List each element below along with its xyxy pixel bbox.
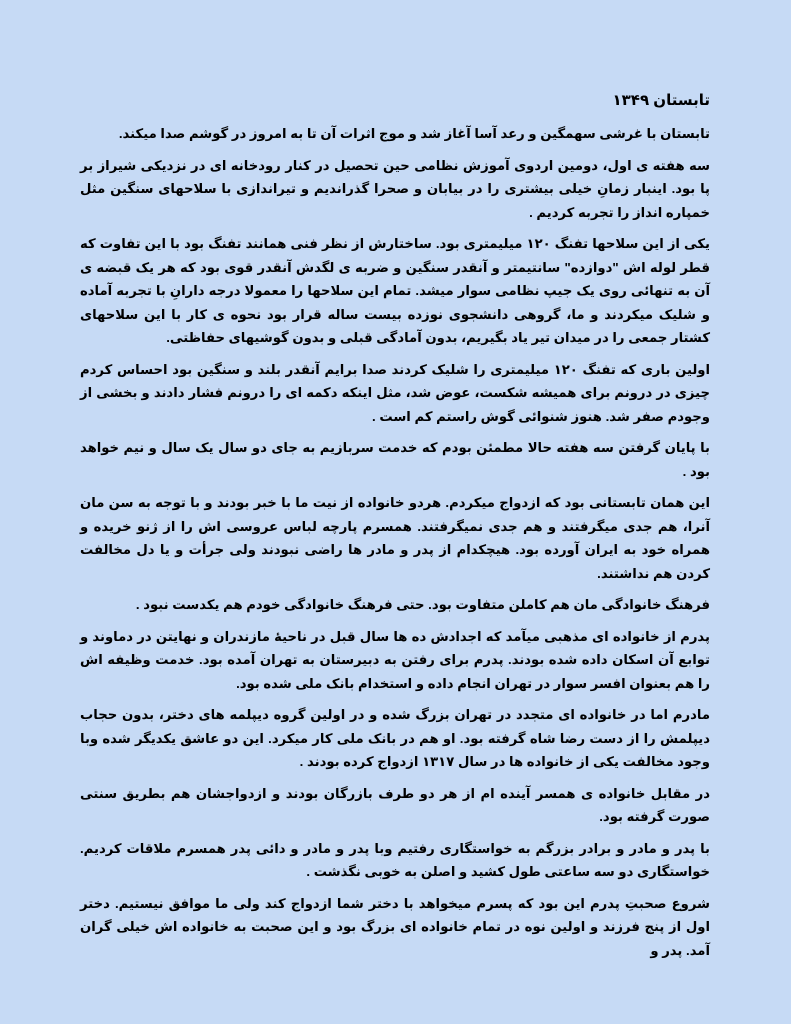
paragraph-8: پدرم از خانواده ای مذهبی میآمد که اجدادش ده ها سال قبل در ناحیهٔ مازندران و نهایتن در دماوند و توابع آن اسکان داده شده بودند. پدرم برای رفتن به دبیرستان به تهران آمده بود. خدمت وظیفه اش را هم بعنوان افسر سوار در تهران انجام داده و استخدام بانک ملی شده بود. (80, 628, 710, 691)
paragraph-3: یکی از این سلاحها تفنگ ۱۲۰ میلیمتری بود. ساختارش از نظر فنی همانند تفنگ بود با این تفاوت که قطر لوله اش "دوازده" سانتیمتر و آنقدر سنگین و ضربه ی لگدش آنقدر قوی بود که هر یک قبضه ی آن به تنهائی روی یک جیپ نظامی سوار میشد. تمام این سلاحها را معمولا درجه دارانِ با تجربه آماده و شلیک میکردند و ما، گروهی دانشجوی نوزده بیست ساله قرار بود نحوه ی کار با این سلاحهای کشتار جمعی را در میدان تیر یاد بگیریم، بدون آمادگی قبلی و بدون گوشیهای حفاظتی. (80, 236, 711, 345)
paragraph-7: فرهنگ خانوادگی مان هم کاملن متفاوت بود. حتی فرهنگ خانوادگی خودم هم یکدست نبود . (135, 597, 710, 612)
paragraph-9: مادرم اما در خانواده ای متجدد در تهران بزرگ شده و در اولین گروه دیپلمه های دختر، بدون حجاب دیپلمش را از دست رضا شاه گرفته بود. او هم در بانک ملی کار میکرد. این دو عاشق یکدیگر شده وبا وجود مخالفت یکی از خانواده ها در سال ۱۳۱۷ ازدواج کرده بودند . (80, 707, 710, 769)
paragraph-6: این همان تابستانی بود که ازدواج میکردم. هردو خانواده از نیت ما با خبر بودند و با توجه به سن مان آنرا، هم جدی میگرفتند و هم جدی نمیگرفتند. همسرم پارچه لباس عروسی اش را از ژنو خریده و همراه خود به ایران آورده بود. هیچکدام از پدر و مادر ها راضی نبودند ولی جرأت و یا دل مخالفت کردن هم نداشتند. (80, 495, 710, 581)
document-page (80, 86, 710, 970)
paragraph-5: با پایان گرفتن سه هفته حالا مطمئن بودم که خدمت سربازیم به جای دو سال یک سال و نیم خواهد بود . (80, 440, 710, 479)
paragraph-12: شروع صحبتِ پدرم این بود که پسرم میخواهد با دختر شما ازدواج کند ولی ما موافق نیستیم. دختر اول از پنج فرزند و اولین نوه در تمام خانواده ای بزرگ بود و این صحبت به خانواده اش خیلی گران آمد. پدر و (80, 895, 710, 958)
paragraph-11: با پدر و مادر و برادر بزرگم به خواستگاری رفتیم وبا پدر و مادر و دائی پدر همسرم ملاقات کردیم. خواستگاری دو سه ساعتی طول کشید و اصلن به خوبی نگذشت . (80, 840, 710, 879)
paragraph-10: در مقابل خانواده ی همسر آینده ام از هر دو طرف بازرگان بودند و ازدواجشان هم بطریق سنتی صورت گرفته بود. (80, 785, 710, 824)
paragraph-4: اولین باری که تفنگ ۱۲۰ میلیمتری را شلیک کردند صدا برایم آنقدر بلند و سنگین بود احساس کردم چیزی در درونم برای همیشه شکست، عوض شد، مثل اینکه دکمه ای را درونم فشار دادند و بخشی از وجودم صفر شد. هنوز شنوائی گوش راستم کم است . (80, 361, 711, 424)
page-title: تابستان ۱۳۴۹ (612, 92, 710, 109)
paragraph-1: تابستان با غرشی سهمگین و رعد آسا آغاز شد و موج اثرات آن تا به امروز در گوشم صدا میکند. (118, 126, 710, 141)
paragraph-2: سه هفته ی اول، دومین اردوی آموزش نظامی حین تحصیل در کنار رودخانه ای در نزدیکی شیراز بر پا بود. اینبار زمانِ خیلی بیشتری را در بیابان و صحرا گذراندیم و تیراندازی با سلاحهای سنگین مثل خمپاره انداز را تجربه کردیم . (80, 157, 710, 220)
